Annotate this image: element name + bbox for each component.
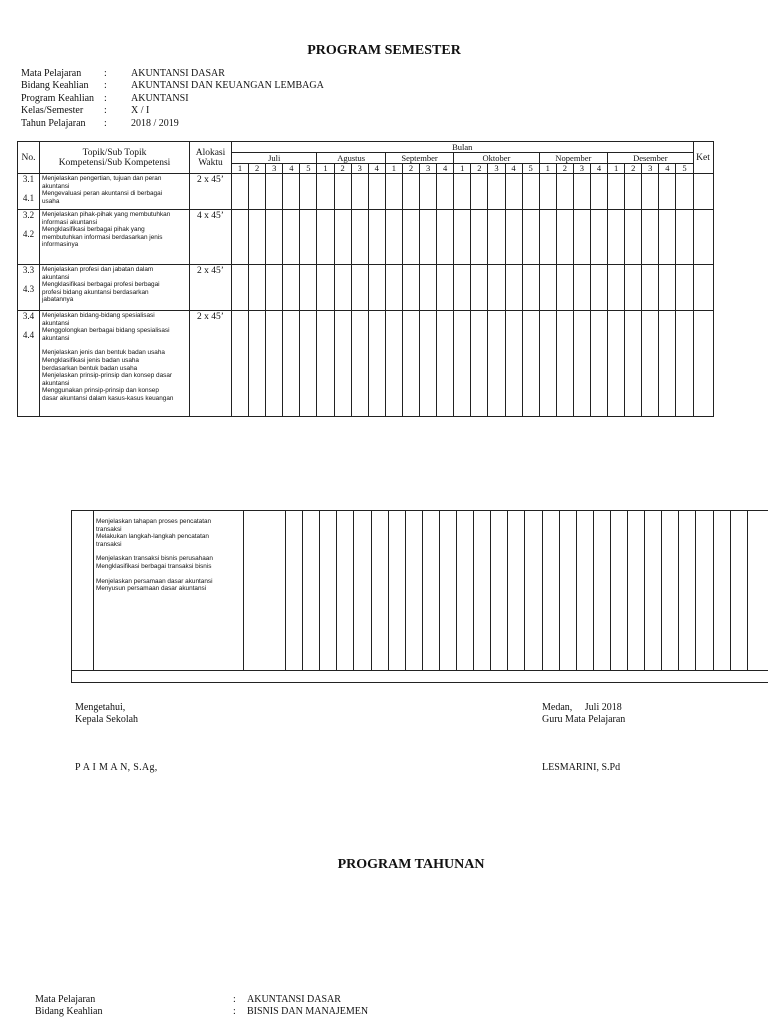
topic-line: Mengevaluasi peran akuntansi di berbagai bbox=[42, 190, 163, 198]
week-header: 1 bbox=[317, 164, 334, 174]
week-cell bbox=[232, 174, 249, 210]
week-cell bbox=[300, 174, 317, 210]
info-separator: : bbox=[104, 117, 107, 129]
ket-cell bbox=[693, 174, 713, 210]
table-row bbox=[18, 311, 714, 417]
week-cell bbox=[676, 311, 693, 417]
info-label: Mata Pelajaran bbox=[35, 994, 96, 1005]
page-title: PROGRAM SEMESTER bbox=[307, 43, 461, 58]
week-cell bbox=[556, 210, 573, 265]
time-allocation: 2 x 45’ bbox=[190, 265, 232, 311]
topic-line: Menyusun persamaan dasar akuntansi bbox=[96, 585, 207, 593]
week-header: 1 bbox=[232, 164, 249, 174]
topic-line: transaksi bbox=[96, 525, 122, 533]
week-header: 3 bbox=[351, 164, 368, 174]
teacher-role: Guru Mata Pelajaran bbox=[542, 713, 626, 725]
info-value: 2018 / 2019 bbox=[131, 117, 179, 129]
week-cell bbox=[351, 265, 368, 311]
continuation-topics bbox=[96, 518, 246, 593]
col-alokasi bbox=[190, 142, 232, 174]
competency-number: 4.4 bbox=[22, 330, 35, 340]
topic-line: transaksi bbox=[96, 540, 122, 548]
week-cell bbox=[642, 311, 659, 417]
week-header: 3 bbox=[488, 164, 505, 174]
topic-line: jabatannya bbox=[42, 296, 74, 304]
week-header: 4 bbox=[505, 164, 522, 174]
week-cell bbox=[608, 210, 625, 265]
competency-number: 4.2 bbox=[22, 229, 35, 239]
ket-cell bbox=[693, 311, 713, 417]
competency-numbers bbox=[18, 265, 40, 311]
week-header: 5 bbox=[522, 164, 539, 174]
week-cell bbox=[505, 265, 522, 311]
competency-number: 3.2 bbox=[22, 210, 35, 220]
week-cell bbox=[334, 265, 351, 311]
topic-line: Mengklasifikasi berbagai pihak yang bbox=[42, 226, 145, 234]
week-header: 4 bbox=[659, 164, 676, 174]
week-cell bbox=[573, 311, 590, 417]
week-cell bbox=[454, 174, 471, 210]
week-header: 1 bbox=[385, 164, 402, 174]
week-header: 5 bbox=[676, 164, 693, 174]
week-cell bbox=[505, 174, 522, 210]
week-cell bbox=[351, 174, 368, 210]
table-row bbox=[18, 210, 714, 265]
teacher-name: LESMARINI, S.Pd bbox=[542, 762, 621, 773]
week-cell bbox=[488, 265, 505, 311]
tahunan-info bbox=[35, 994, 535, 1019]
topic-line: membutuhkan informasi berdasarkan jenis bbox=[42, 233, 163, 241]
week-cell bbox=[249, 174, 266, 210]
info-row bbox=[21, 93, 421, 105]
week-cell bbox=[402, 265, 419, 311]
week-cell bbox=[402, 210, 419, 265]
header-row bbox=[18, 142, 714, 153]
competency-number: 3.3 bbox=[22, 265, 35, 275]
week-cell bbox=[539, 174, 556, 210]
week-cell bbox=[249, 210, 266, 265]
topic-line: akuntansi bbox=[42, 182, 70, 190]
topic-line bbox=[96, 571, 246, 578]
week-cell bbox=[385, 265, 402, 311]
week-cell bbox=[283, 265, 300, 311]
week-cell bbox=[659, 311, 676, 417]
week-header: 1 bbox=[539, 164, 556, 174]
topic-line: informasi akuntansi bbox=[42, 218, 98, 226]
place-date: Medan, Juli 2018 bbox=[542, 702, 622, 713]
topic-line: Menggolongkan berbagai bidang spesialisasi bbox=[42, 327, 170, 335]
competency-number: 3.4 bbox=[22, 311, 35, 321]
week-cell bbox=[522, 210, 539, 265]
week-cell bbox=[385, 174, 402, 210]
week-cell bbox=[266, 210, 283, 265]
week-cell bbox=[556, 311, 573, 417]
week-header: 1 bbox=[608, 164, 625, 174]
week-header: 3 bbox=[420, 164, 437, 174]
info-row bbox=[21, 105, 421, 117]
week-cell bbox=[522, 174, 539, 210]
info-value: AKUNTANSI DASAR bbox=[131, 68, 225, 79]
semester-schedule-table bbox=[17, 141, 714, 417]
topic-line: Menjelaskan jenis dan bentuk badan usaha bbox=[42, 349, 165, 357]
week-header: 3 bbox=[266, 164, 283, 174]
week-cell bbox=[385, 311, 402, 417]
info-separator: : bbox=[104, 92, 107, 104]
topic-line: Menggunakan prinsip-prinsip dan konsep bbox=[42, 387, 159, 395]
week-cell bbox=[437, 210, 454, 265]
topic-line: usaha bbox=[42, 197, 60, 205]
week-header: 2 bbox=[402, 164, 419, 174]
week-cell bbox=[505, 311, 522, 417]
info-label: Kelas/Semester bbox=[21, 105, 84, 117]
info-separator: : bbox=[104, 80, 107, 92]
topic-line: akuntansi bbox=[42, 334, 70, 342]
signature-left bbox=[75, 702, 138, 725]
week-cell bbox=[590, 174, 607, 210]
week-cell bbox=[368, 174, 385, 210]
week-cell bbox=[232, 210, 249, 265]
week-cell bbox=[608, 311, 625, 417]
week-cell bbox=[249, 265, 266, 311]
col-ket: Ket bbox=[693, 142, 713, 174]
week-cell bbox=[573, 174, 590, 210]
competency-text bbox=[40, 174, 190, 210]
week-cell bbox=[368, 265, 385, 311]
week-cell bbox=[505, 210, 522, 265]
week-cell bbox=[454, 210, 471, 265]
topic-line: Menjelaskan pihak-pihak yang membutuhkan bbox=[42, 211, 171, 218]
week-header: 3 bbox=[573, 164, 590, 174]
week-cell bbox=[402, 174, 419, 210]
topic-line: Mengklasifikasi berbagai transaksi bisnis bbox=[96, 562, 212, 570]
competency-number: 4.1 bbox=[22, 193, 35, 203]
topic-line: Menjelaskan tahapan proses pencatatan bbox=[96, 518, 212, 525]
week-cell bbox=[420, 174, 437, 210]
topic-line: Menjelaskan pengertian, tujuan dan peran bbox=[42, 175, 162, 182]
week-cell bbox=[249, 311, 266, 417]
info-row bbox=[35, 1006, 535, 1018]
topic-line bbox=[42, 342, 187, 349]
info-value: AKUNTANSI DASAR bbox=[247, 994, 341, 1005]
topic-line: akuntansi bbox=[42, 273, 70, 281]
col-alokasi-line2: Waktu bbox=[198, 157, 223, 168]
info-value: X / I bbox=[131, 105, 150, 117]
topic-line: Mengklasifikasi jenis badan usaha bbox=[42, 356, 139, 364]
competency-numbers bbox=[18, 174, 40, 210]
week-cell bbox=[283, 210, 300, 265]
competency-text bbox=[40, 311, 190, 417]
week-cell bbox=[420, 265, 437, 311]
week-cell bbox=[573, 265, 590, 311]
week-header: 2 bbox=[334, 164, 351, 174]
time-allocation: 2 x 45’ bbox=[190, 174, 232, 210]
week-cell bbox=[300, 210, 317, 265]
week-cell bbox=[676, 210, 693, 265]
week-cell bbox=[420, 311, 437, 417]
table-row bbox=[18, 265, 714, 311]
topic-line: Menjelaskan persamaan dasar akuntansi bbox=[96, 577, 213, 585]
week-cell bbox=[539, 311, 556, 417]
tahunan-title: PROGRAM TAHUNAN bbox=[337, 857, 485, 872]
info-row bbox=[21, 118, 421, 130]
topic-line: Menjelaskan bidang-bidang spesialisasi bbox=[42, 312, 155, 319]
week-cell bbox=[351, 311, 368, 417]
time-allocation: 4 x 45’ bbox=[190, 210, 232, 265]
info-label: Bidang Keahlian bbox=[21, 80, 89, 92]
topic-line: akuntansi bbox=[42, 319, 70, 327]
week-cell bbox=[608, 265, 625, 311]
week-header: 2 bbox=[556, 164, 573, 174]
week-cell bbox=[300, 265, 317, 311]
week-cell bbox=[522, 265, 539, 311]
info-separator: : bbox=[233, 1006, 236, 1018]
info-label: Program Keahlian bbox=[21, 92, 95, 104]
week-header: 2 bbox=[471, 164, 488, 174]
ket-cell bbox=[693, 265, 713, 311]
topic-line: Mengklasifikasi berbagai profesi berbagai bbox=[42, 281, 160, 289]
week-cell bbox=[368, 311, 385, 417]
table-row bbox=[18, 174, 714, 210]
competency-numbers bbox=[18, 210, 40, 265]
week-cell bbox=[522, 311, 539, 417]
topic-line: Menjelaskan prinsip-prinsip dan konsep dasar bbox=[42, 372, 173, 380]
week-cell bbox=[266, 174, 283, 210]
week-cell bbox=[659, 174, 676, 210]
week-cell bbox=[300, 311, 317, 417]
week-cell bbox=[590, 210, 607, 265]
info-separator: : bbox=[104, 68, 107, 79]
month-header: Oktober bbox=[454, 153, 539, 164]
info-row bbox=[21, 80, 421, 92]
week-header: 5 bbox=[300, 164, 317, 174]
week-cell bbox=[625, 311, 642, 417]
info-value: BISNIS DAN MANAJEMEN bbox=[247, 1006, 369, 1018]
week-cell bbox=[351, 210, 368, 265]
semester-info bbox=[21, 68, 421, 130]
col-bulan: Bulan bbox=[232, 142, 694, 153]
week-cell bbox=[659, 210, 676, 265]
week-cell bbox=[283, 311, 300, 417]
month-header: Agustus bbox=[317, 153, 385, 164]
week-cell bbox=[454, 265, 471, 311]
topic-line: akuntansi bbox=[42, 379, 70, 387]
week-cell bbox=[625, 265, 642, 311]
week-cell bbox=[608, 174, 625, 210]
week-cell bbox=[437, 311, 454, 417]
week-header: 4 bbox=[368, 164, 385, 174]
week-cell bbox=[437, 174, 454, 210]
week-cell bbox=[317, 265, 334, 311]
week-cell bbox=[642, 265, 659, 311]
week-cell bbox=[488, 174, 505, 210]
week-header: 1 bbox=[454, 164, 471, 174]
competency-text bbox=[40, 265, 190, 311]
week-header: 4 bbox=[283, 164, 300, 174]
week-cell bbox=[402, 311, 419, 417]
week-cell bbox=[471, 311, 488, 417]
week-cell bbox=[642, 210, 659, 265]
principal-name: P A I M A N, S.Ag, bbox=[75, 762, 158, 773]
week-cell bbox=[471, 210, 488, 265]
competency-text bbox=[40, 210, 190, 265]
info-separator: : bbox=[233, 994, 236, 1005]
week-cell bbox=[334, 174, 351, 210]
week-cell bbox=[659, 265, 676, 311]
topic-line: Menjelaskan profesi dan jabatan dalam bbox=[42, 266, 154, 273]
week-cell bbox=[283, 174, 300, 210]
week-cell bbox=[232, 265, 249, 311]
week-cell bbox=[334, 311, 351, 417]
week-cell bbox=[232, 311, 249, 417]
ket-cell bbox=[693, 210, 713, 265]
week-cell bbox=[488, 210, 505, 265]
competency-number: 4.3 bbox=[22, 284, 35, 294]
continuation-table bbox=[71, 510, 768, 683]
week-cell bbox=[590, 311, 607, 417]
competency-number: 3.1 bbox=[22, 174, 35, 184]
week-cell bbox=[317, 210, 334, 265]
week-cell bbox=[625, 210, 642, 265]
week-cell bbox=[471, 265, 488, 311]
topic-line: profesi bidang akuntansi berdasarkan bbox=[42, 288, 149, 296]
week-cell bbox=[556, 265, 573, 311]
week-cell bbox=[334, 210, 351, 265]
week-cell bbox=[573, 210, 590, 265]
week-cell bbox=[317, 174, 334, 210]
week-header: 2 bbox=[625, 164, 642, 174]
acknowledge-label: Mengetahui, bbox=[75, 702, 126, 713]
week-cell bbox=[590, 265, 607, 311]
principal-role: Kepala Sekolah bbox=[75, 713, 139, 725]
info-label: Bidang Keahlian bbox=[35, 1006, 103, 1018]
col-topik-line1: Topik/Sub Topik bbox=[82, 147, 147, 158]
col-alokasi-line1: Alokasi bbox=[195, 147, 226, 158]
week-cell bbox=[539, 210, 556, 265]
week-cell bbox=[454, 311, 471, 417]
topic-line: informasinya bbox=[42, 241, 79, 249]
col-no: No. bbox=[18, 142, 40, 174]
topic-line: berdasarkan bentuk badan usaha bbox=[42, 364, 138, 372]
week-header: 3 bbox=[642, 164, 659, 174]
col-topik-line2: Kompetensi/Sub Kompetensi bbox=[58, 157, 171, 168]
week-cell bbox=[556, 174, 573, 210]
week-cell bbox=[471, 174, 488, 210]
info-separator: : bbox=[104, 105, 107, 117]
info-label: Tahun Pelajaran bbox=[21, 117, 86, 129]
topic-line: Menjelaskan transaksi bisnis perusahaan bbox=[96, 555, 213, 563]
month-header: Nopember bbox=[539, 153, 607, 164]
month-header: Juli bbox=[232, 153, 317, 164]
topic-line bbox=[96, 548, 246, 555]
week-cell bbox=[676, 265, 693, 311]
week-cell bbox=[539, 265, 556, 311]
week-cell bbox=[642, 174, 659, 210]
week-cell bbox=[420, 210, 437, 265]
week-cell bbox=[266, 311, 283, 417]
time-allocation: 2 x 45’ bbox=[190, 311, 232, 417]
week-cell bbox=[317, 311, 334, 417]
week-cell bbox=[625, 174, 642, 210]
competency-numbers bbox=[18, 311, 40, 417]
week-cell bbox=[676, 174, 693, 210]
week-header: 2 bbox=[249, 164, 266, 174]
week-cell bbox=[437, 265, 454, 311]
signature-right bbox=[542, 702, 625, 725]
info-value: AKUNTANSI DAN KEUANGAN LEMBAGA bbox=[131, 80, 324, 92]
week-cell bbox=[266, 265, 283, 311]
info-row bbox=[21, 68, 421, 80]
week-header: 4 bbox=[590, 164, 607, 174]
info-label: Mata Pelajaran bbox=[21, 68, 82, 79]
topic-line: dasar akuntansi dalam kasus-kasus keuangan bbox=[42, 394, 174, 402]
week-header: 4 bbox=[437, 164, 454, 174]
week-cell bbox=[385, 210, 402, 265]
col-topik bbox=[40, 142, 190, 174]
info-value: AKUNTANSI bbox=[131, 92, 189, 104]
week-cell bbox=[368, 210, 385, 265]
month-header: Desember bbox=[608, 153, 693, 164]
week-cell bbox=[488, 311, 505, 417]
month-header: September bbox=[385, 153, 453, 164]
topic-line: Melakukan langkah-langkah pencatatan bbox=[96, 533, 209, 541]
info-row bbox=[35, 994, 535, 1006]
